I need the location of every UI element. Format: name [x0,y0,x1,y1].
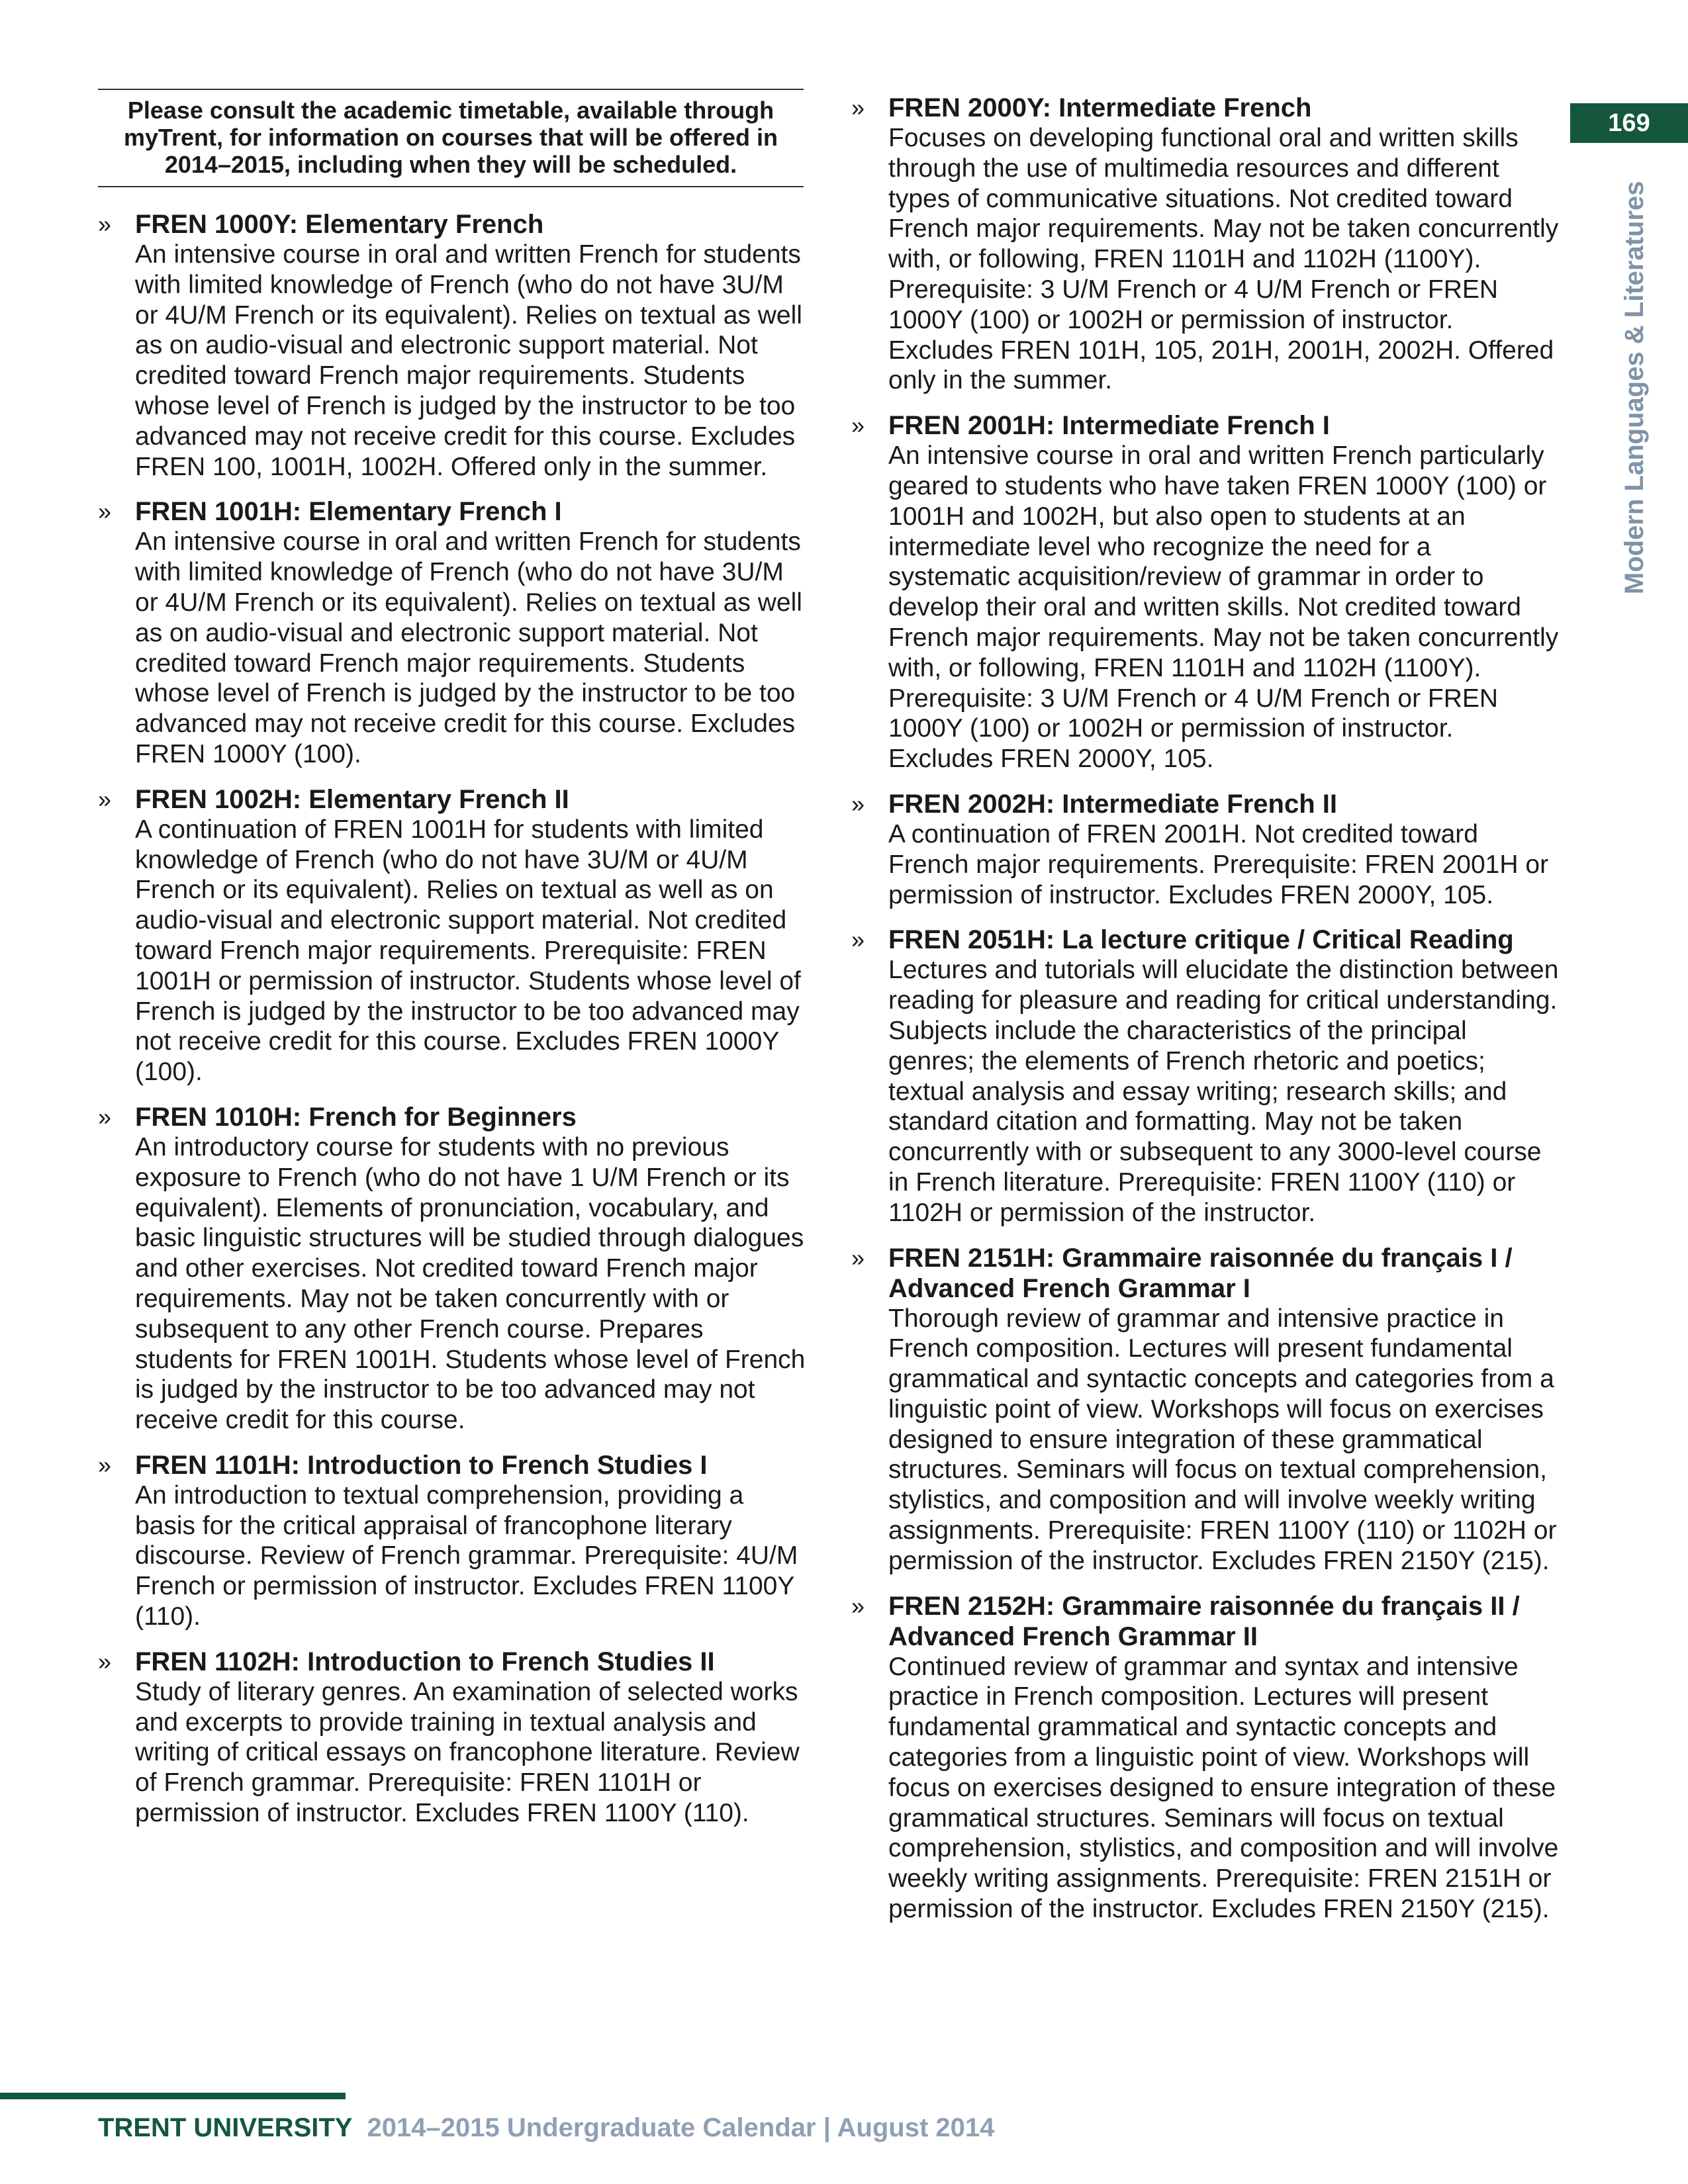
course-description: An intensive course in oral and written French for students with limited knowledge of French (who do not have 3U/M or 4U/M French or its equivalent). Relies on textual as well as on audio-visual and electronic support material. Not credited toward French major requirements. Students whose level of French is judged by the instructor to be too advanced may not receive credit for this course. Excludes FREN 1000Y (100). [135,527,802,768]
bullet-marker: » [98,785,112,813]
course-description: A continuation of FREN 1001H for students with limited knowledge of French (who do not have 3U/M or 4U/M French or its equivalent). Relies on textual as well as on audio-visual and electronic support material. Not credited toward French major requirements. Prerequisite: FREN 1001H or permission of instructor. Students whose level of French is judged by the instructor to be too advanced may not receive credit for this course. Excludes FREN 1000Y (100). [135,815,801,1087]
course-entry [98,784,806,1087]
bullet-marker: » [851,926,865,954]
bullet-marker: » [851,790,865,817]
timetable-notice: Please consult the academic timetable, available through myTrent, for information on courses that will be offered in 2014–2015, including when they will be scheduled. [98,89,804,187]
course-entry [851,93,1560,396]
course-description: Continued review of grammar and syntax and intensive practice in French composition. Lectures will present fundamental grammatical and syntactic concepts and categories from a linguistic point of view. Workshops will focus on exercises designed to ensure integration of these grammatical structures. Seminars will focus on textual comprehension, stylistics, and composition and will involve weekly writing assignments. Prerequisite: FREN 2151H or permission of the instructor. Excludes FREN 2150Y (215). [888,1652,1559,1924]
course-title: FREN 1010H: French for Beginners [135,1102,577,1132]
course-title: FREN 1000Y: Elementary French [135,210,544,239]
section-title: Modern Languages & Literatures [1620,181,1649,594]
course-entry [851,925,1560,1228]
course-entry [98,496,806,769]
bullet-marker: » [98,1103,112,1130]
course-description: An introduction to textual comprehension, providing a basis for the critical appraisal of francophone literary discourse. Review of French grammar. Prerequisite: 4U/M French or permission of instructor. Excludes FREN 1100Y (110). [135,1480,798,1631]
footer [98,2111,994,2144]
course-title: FREN 2000Y: Intermediate French [888,93,1312,122]
course-entry [851,1591,1560,1925]
course-title: FREN 1101H: Introduction to French Studies I [135,1450,708,1480]
course-entry [98,1450,806,1632]
bullet-marker: » [98,1647,112,1675]
page-number: 169 [1570,103,1688,143]
course-description: Lectures and tutorials will elucidate the distinction between reading for pleasure and reading for critical understanding. Subjects include the characteristics of the principal genres; the elements of French rhetoric and poetics; textual analysis and essay writing; research skills; and standard citation and formatting. May not be taken concurrently with or subsequent to any 3000-level course in French literature. Prerequisite: FREN 1100Y (110) or 1102H or permission of the instructor. [888,956,1559,1227]
course-title: FREN 1102H: Introduction to French Studies II [135,1647,715,1676]
course-entry [98,1647,806,1829]
bullet-marker: » [851,1592,865,1619]
course-description: An intensive course in oral and written French particularly geared to students who have taken FREN 1000Y (100) or 1001H and 1002H, but also open to students at an intermediate level who recognize the need for a systematic acquisition/review of grammar in order to develop their oral and written skills. Not credited toward French major requirements. May not be taken concurrently with, or following, FREN 1101H and 1102H (1100Y). Prerequisite: 3 U/M French or 4 U/M French or FREN 1000Y (100) or 1002H or permission of instructor. Excludes FREN 2000Y, 105. [888,441,1559,774]
footer-rule [0,2093,346,2099]
bullet-marker: » [851,412,865,439]
course-description: An intensive course in oral and written French for students with limited knowledge of French (who do not have 3U/M or 4U/M French or its equivalent). Relies on textual as well as on audio-visual and electronic support material. Not credited toward French major requirements. Students whose level of French is judged by the instructor to be too advanced may not receive credit for this course. Excludes FREN 100, 1001H, 1002H. Offered only in the summer. [135,240,802,481]
bullet-marker: » [98,210,112,238]
course-title: FREN 2002H: Intermediate French II [888,789,1337,819]
course-description: Study of literary genres. An examination of selected works and excerpts to provide training in textual analysis and writing of critical essays on francophone literature. Review of French grammar. Prerequisite: FREN 1101H or permission of instructor. Excludes FREN 1100Y (110). [135,1677,800,1828]
course-entry [851,410,1560,774]
bullet-marker: » [98,1451,112,1479]
course-description: Thorough review of grammar and intensive practice in French composition. Lectures will present fundamental grammatical and syntactic concepts and categories from a linguistic point of view. Workshops will focus on exercises designed to ensure integration of these grammatical structures. Seminars will focus on textual comprehension, stylistics, and composition and will involve weekly writing assignments. Prerequisite: FREN 1100Y (110) or 1102H or permission of the instructor. Excludes FREN 2150Y (215). [888,1304,1557,1575]
course-description: A continuation of FREN 2001H. Not credited toward French major requirements. Prerequisite: FREN 2001H or permission of instructor. Excludes FREN 2000Y, 105. [888,819,1549,909]
footer-university: TRENT UNIVERSITY [98,2113,353,2142]
course-title: FREN 2151H: Grammaire raisonnée du français I / Advanced French Grammar I [888,1243,1513,1303]
course-title: FREN 1002H: Elementary French II [135,784,569,814]
bullet-marker: » [851,1244,865,1271]
bullet-marker: » [98,498,112,525]
course-entry [851,789,1560,910]
footer-calendar: 2014–2015 Undergraduate Calendar | August 2014 [367,2113,995,2142]
right-column [851,93,1560,1939]
course-title: FREN 2001H: Intermediate French I [888,411,1330,441]
course-entry [98,209,806,482]
course-description: An introductory course for students with no previous exposure to French (who do not have 1 U/M French or its equivalent). Elements of pronunciation, vocabulary, and basic linguistic structures will be studied through dialogues and other exercises. Not credited toward French major requirements. May not be taken concurrently with or subsequent to any other French course. Prepares students for FREN 1001H. Students whose level of French is judged by the instructor to be too advanced may not receive credit for this course. [135,1132,806,1435]
bullet-marker: » [851,94,865,121]
course-title: FREN 2051H: La lecture critique / Critical Reading [888,925,1514,955]
course-description: Focuses on developing functional oral and written skills through the use of multimedia resources and different types of communicative situations. Not credited toward French major requirements. May not be taken concurrently with, or following, FREN 1101H and 1102H (1100Y). Prerequisite: 3 U/M French or 4 U/M French or FREN 1000Y (100) or 1002H or permission of instructor. Excludes FREN 101H, 105, 201H, 2001H, 2002H. Offered only in the summer. [888,124,1559,395]
course-entry [851,1243,1560,1576]
course-title: FREN 1001H: Elementary French I [135,497,562,527]
course-title: FREN 2152H: Grammaire raisonnée du français II / Advanced French Grammar II [888,1591,1520,1651]
left-column [98,209,806,1843]
course-entry [98,1102,806,1435]
